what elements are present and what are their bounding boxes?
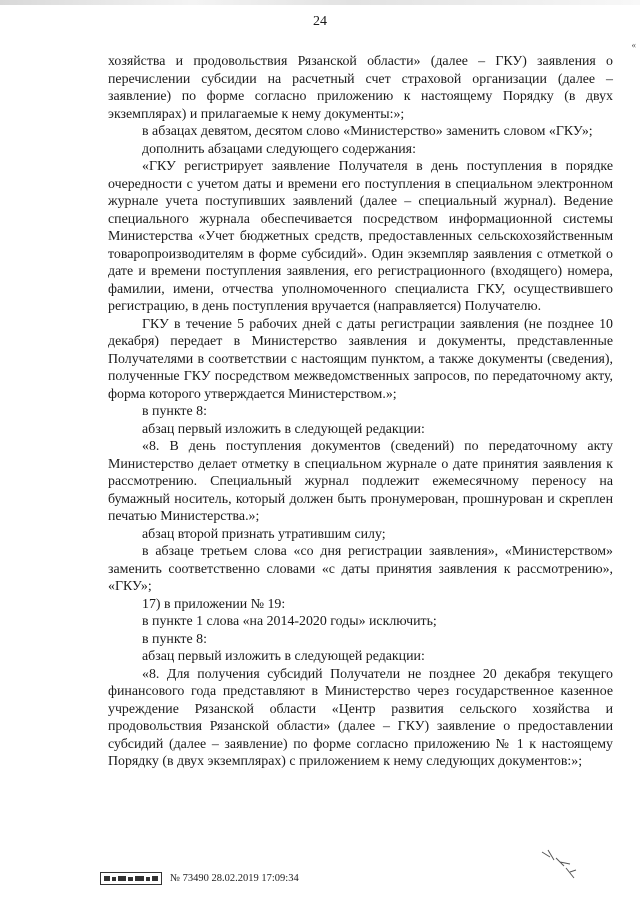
paragraph: 17) в приложении № 19:	[142, 596, 286, 612]
paragraph: абзац первый изложить в следующей редакции:	[142, 421, 425, 437]
paragraph: хозяйства и продовольствия Рязанской области» (далее – ГКУ) заявления о перечислении субсидии на расчетный счет страховой организации (далее – заявление) по форме согласно приложению к настоящему Порядку (в двух экземплярах) и прилагаемые к нему документы:»;	[108, 54, 613, 122]
paragraph: в пункте 8:	[142, 404, 207, 419]
document-body	[108, 53, 613, 771]
paragraph: дополнить абзацами следующего содержания:	[142, 141, 416, 157]
paragraph: в пункте 1 слова «на 2014-2020 годы» исключить;	[142, 614, 437, 629]
paragraph: «8. В день поступления документов (сведений) по передаточному акту Министерство делает отметку в специальном журнале о дате принятия заявления к рассмотрению. Специальный журнал подлежит ежемесячному переносу на бумажный носитель, который должен быть пронумерован, прошнурован и скреплен печатью Министерства.»;	[108, 439, 613, 524]
footer-stamp	[100, 871, 299, 885]
page-number: 24	[313, 14, 327, 29]
scan-edge	[0, 0, 640, 5]
paragraph: абзац первый изложить в следующей редакции:	[142, 649, 425, 664]
paragraph: в абзаце третьем слова «со дня регистрации заявления», «Министерством» заменить соответственно словами «с даты принятия заявления к рассмотрению», «ГКУ»;	[108, 544, 613, 594]
paragraph: в пункте 8:	[142, 631, 207, 647]
document-registration: № 73490 28.02.2019 17:09:34	[170, 872, 299, 884]
paragraph: в абзацах девятом, десятом слово «Министерство» заменить словом «ГКУ»;	[142, 124, 593, 139]
handwritten-mark-icon	[540, 848, 580, 882]
paragraph: ГКУ в течение 5 рабочих дней с даты регистрации заявления (не позднее 10 декабря) передает в Министерство заявления и документы, представленные Получателями в соответствии с настоящим пунктом, а также документы (сведения), полученные ГКУ посредством межведомственных запросов, по передаточному акту, форма которого утверждается Министерством.»;	[108, 316, 613, 402]
registry-logo-icon	[100, 872, 162, 885]
margin-mark: «	[631, 40, 636, 50]
paragraph: «8. Для получения субсидий Получатели не позднее 20 декабря текущего финансового года представляют в Министерство через государственное казенное учреждение Рязанской области «Центр развития сельского хозяйства и продовольствия Рязанской области» (далее – ГКУ) заявление о предоставлении субсидий (далее – заявление) по форме согласно приложению № 1 к настоящему Порядку (в двух экземплярах) с приложением к нему следующих документов:»;	[108, 666, 613, 769]
paragraph: «ГКУ регистрирует заявление Получателя в день поступления в порядке очередности с учетом даты и времени его поступления в специальном электронном журнале учета поступивших заявлений (далее – специальный журнал). Ведение специального журнала обеспечивается посредством информационной системы Министерства «Учет бюджетных средств, предоставленных сельскохозяйственным товаропроизводителям в форме субсидий». Один экземпляр заявления с отметкой о дате и времени поступления заявления, его регистрационного (входящего) номера, фамилии, имени, отчества уполномоченного специалиста ГКУ, осуществившего регистрацию, в день поступления вручается (направляется) Получателю.	[108, 159, 613, 314]
paragraph: абзац второй признать утратившим силу;	[142, 526, 386, 542]
